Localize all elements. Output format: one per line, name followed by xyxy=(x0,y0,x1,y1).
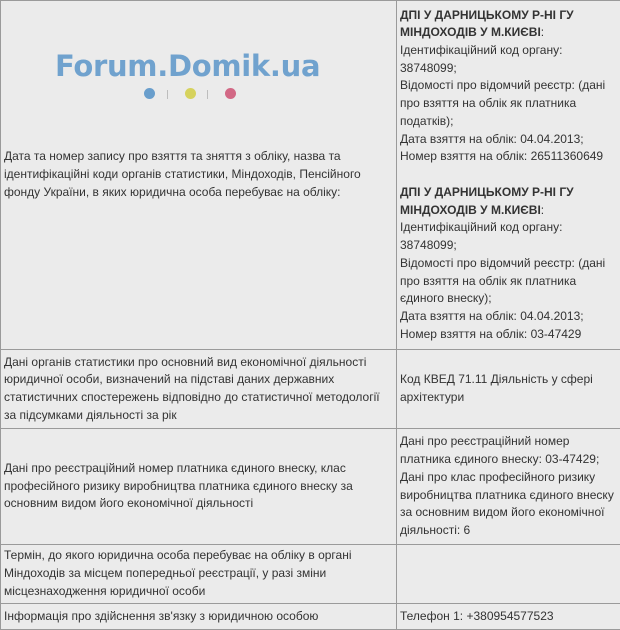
table-row xyxy=(1,545,620,604)
organ-detail-line: Номер взяття на облік: 03-47429 xyxy=(400,326,618,344)
row-value xyxy=(397,350,620,429)
row-label: Інформація про здійснення зв'язку з юридичною особою xyxy=(1,604,397,630)
row-label: Дані про реєстраційний номер платника єдиного внеску, клас професійного ризику виробництва платника єдиного внеску за основним видом його економічної діяльності xyxy=(1,429,397,545)
organ-detail-line: Відомості про відомчий реєстр: (дані про взяття на облік як платника єдиного внеску); xyxy=(400,255,618,308)
row-label: Термін, до якого юридична особа перебуває на обліку в органі Міндоходів за місцем попередньої реєстрації, у разі зміни місцезнаходження юридичної особи xyxy=(1,545,397,604)
organ-detail-line: Ідентифікаційний код органу: 38748099; xyxy=(400,42,618,77)
row-value xyxy=(397,429,620,545)
organ-name-suffix: : xyxy=(541,203,544,217)
spacer xyxy=(400,166,618,184)
table-row xyxy=(1,604,620,630)
kved-activity: Код КВЕД 71.11 Діяльність у сфері архітектури xyxy=(400,371,618,406)
registration-organs-cell xyxy=(397,1,620,350)
organ-name: ДПІ У ДАРНИЦЬКОМУ Р-НІ ГУ МІНДОХОДІВ У М.КИЄВІ xyxy=(400,185,574,217)
row-value-empty xyxy=(397,545,620,604)
organ-detail-line: Відомості про відомчий реєстр: (дані про взяття на облік як платника податків); xyxy=(400,77,618,130)
table-row xyxy=(1,429,620,545)
table-row xyxy=(1,1,620,350)
row-label: Дата та номер запису про взяття та зняття з обліку, назва та ідентифікаційні коди органів статистики, Міндоходів, Пенсійного фонду України, в яких юридична особа перебуває на обліку: xyxy=(1,1,397,350)
organ-detail-line: Ідентифікаційний код органу: 38748099; xyxy=(400,219,618,254)
organ-name: ДПІ У ДАРНИЦЬКОМУ Р-НІ ГУ МІНДОХОДІВ У М.КИЄВІ xyxy=(400,8,574,40)
row-label: Дані органів статистики про основний вид економічної діяльності юридичної особи, визначений на підставі даних державних статистичних спостережень відповідно до статистичної методології за підсумками діяльності за рік xyxy=(1,350,397,429)
watermark-logo-text: Forum.Domik.ua xyxy=(55,49,320,83)
organ-detail-line: Дата взяття на облік: 04.04.2013; xyxy=(400,131,618,149)
organ-detail-line: Номер взяття на облік: 26511360649 xyxy=(400,148,618,166)
single-contribution-number: Дані про реєстраційний номер платника єдиного внеску: 03-47429; xyxy=(400,433,618,468)
table-row xyxy=(1,350,620,429)
contact-phone: Телефон 1: +380954577523 xyxy=(400,608,618,626)
risk-class: Дані про клас професійного ризику виробництва платника єдиного внеску за основним видом його економічної діяльності: 6 xyxy=(400,469,618,540)
organ-detail-line: Дата взяття на облік: 04.04.2013; xyxy=(400,308,618,326)
organ-name-suffix: : xyxy=(541,25,544,39)
row-value xyxy=(397,604,620,630)
